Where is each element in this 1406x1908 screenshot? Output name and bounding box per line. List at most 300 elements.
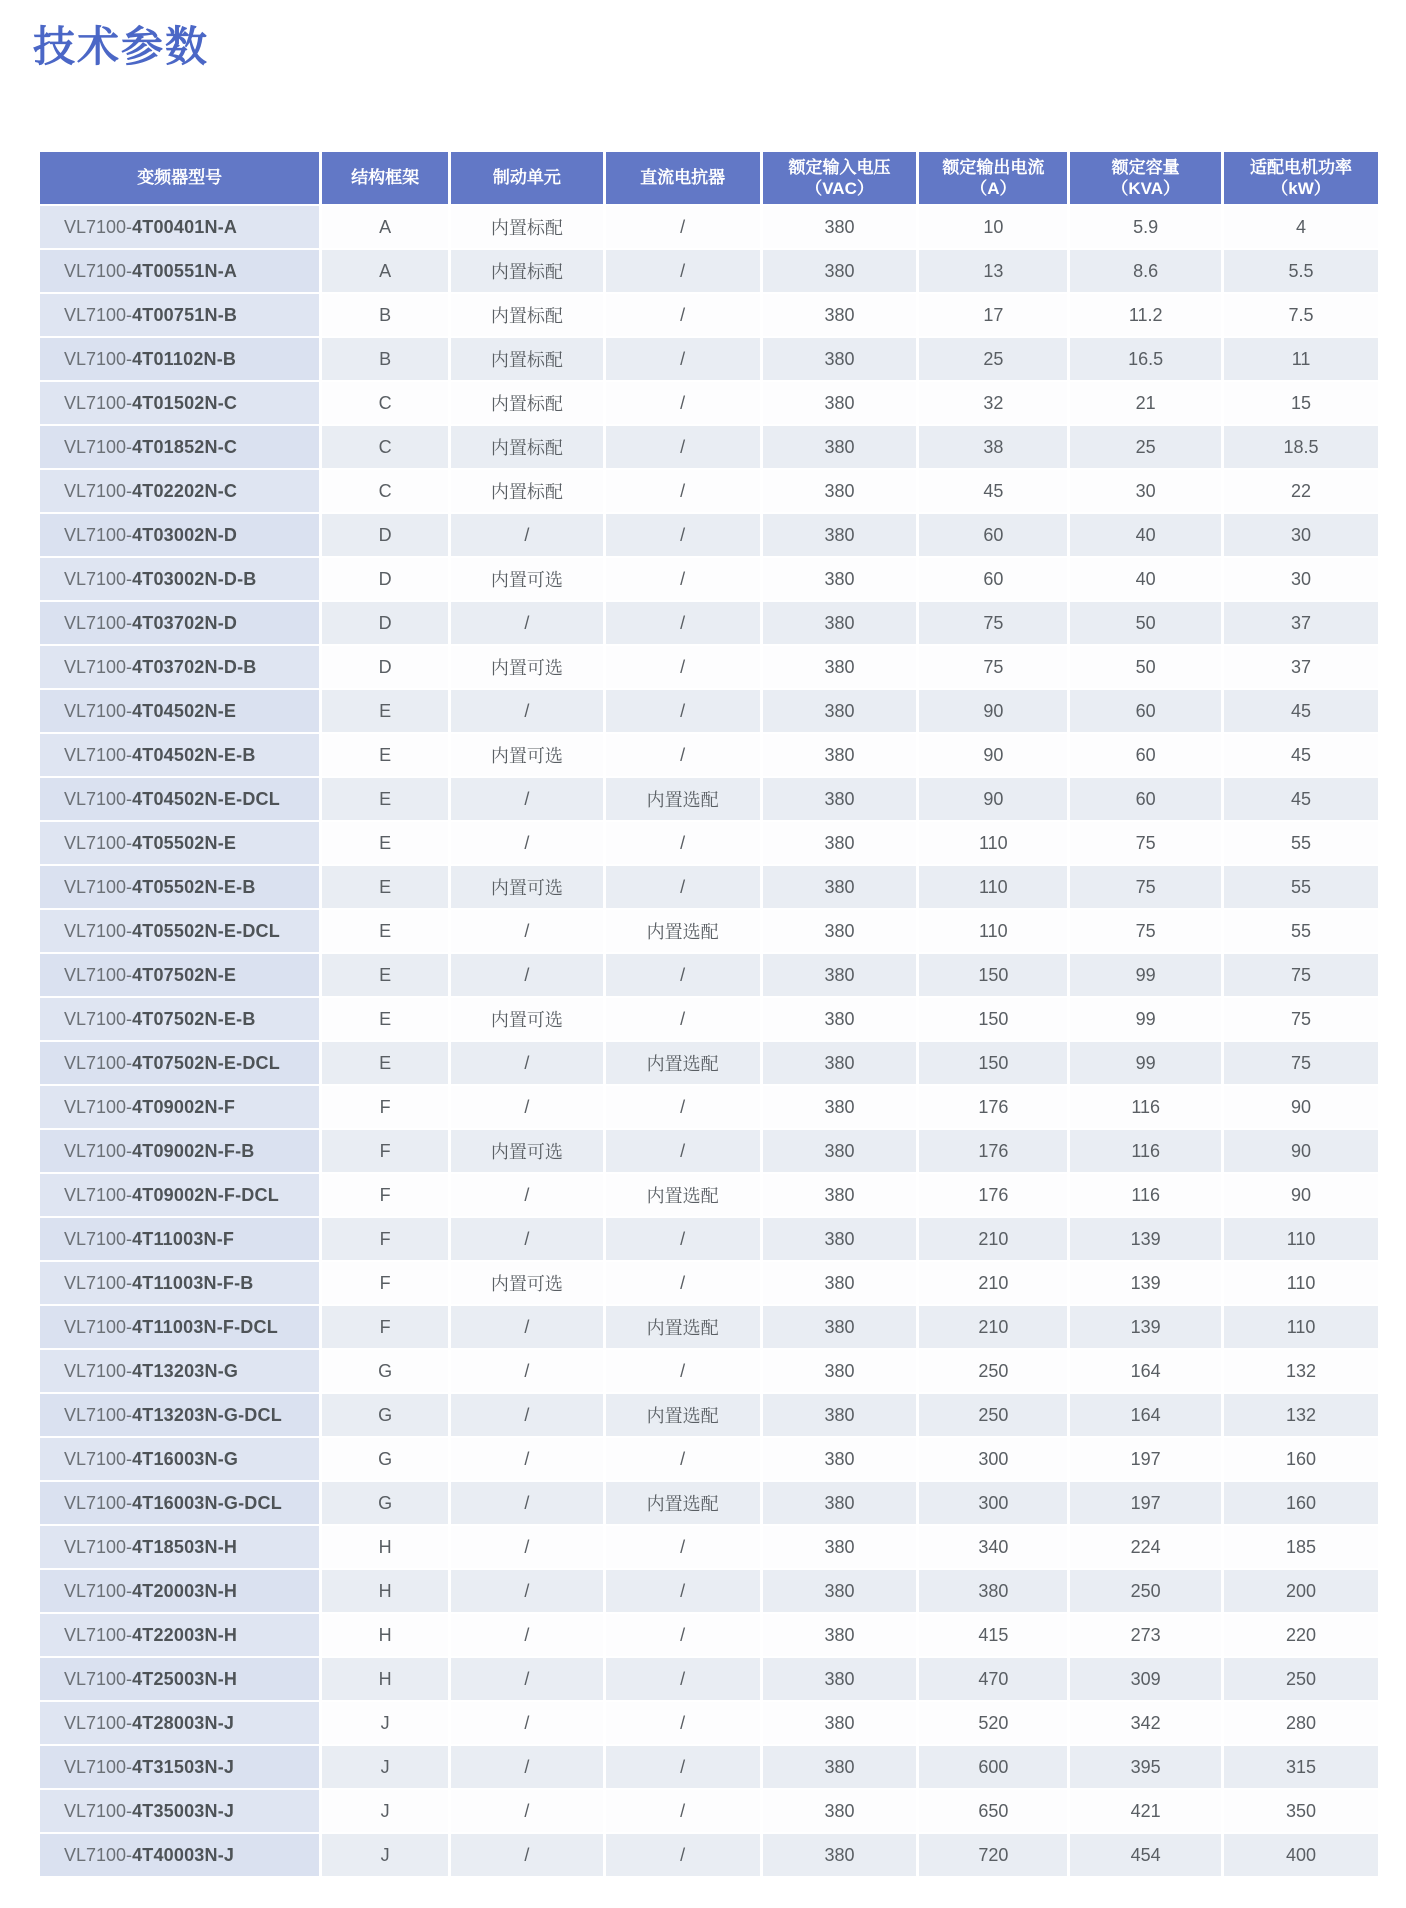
brake-cell: 内置标配 bbox=[451, 206, 603, 248]
model-prefix: VL7100- bbox=[64, 876, 133, 897]
model-prefix: VL7100- bbox=[64, 1844, 133, 1865]
capacity-cell: 50 bbox=[1070, 602, 1221, 644]
capacity-cell: 99 bbox=[1070, 1042, 1221, 1084]
table-row bbox=[40, 1130, 1378, 1172]
model-suffix: 4T11003N-F-B bbox=[132, 1272, 254, 1293]
current-cell: 75 bbox=[919, 646, 1067, 688]
voltage-cell: 380 bbox=[763, 778, 917, 820]
table-row bbox=[40, 822, 1378, 864]
current-cell: 300 bbox=[919, 1482, 1067, 1524]
brake-cell: / bbox=[451, 822, 603, 864]
table-row bbox=[40, 514, 1378, 556]
power-cell: 250 bbox=[1224, 1658, 1378, 1700]
model-prefix: VL7100- bbox=[64, 1580, 133, 1601]
model-cell bbox=[40, 338, 319, 380]
power-cell: 15 bbox=[1224, 382, 1378, 424]
voltage-cell: 380 bbox=[763, 294, 917, 336]
reactor-cell: / bbox=[606, 954, 760, 996]
frame-cell: F bbox=[322, 1218, 448, 1260]
frame-cell: G bbox=[322, 1350, 448, 1392]
voltage-cell: 380 bbox=[763, 1130, 917, 1172]
reactor-cell: / bbox=[606, 470, 760, 512]
current-cell: 415 bbox=[919, 1614, 1067, 1656]
voltage-cell: 380 bbox=[763, 822, 917, 864]
column-header-reactor bbox=[606, 152, 760, 204]
model-prefix: VL7100- bbox=[64, 304, 133, 325]
table-row bbox=[40, 1306, 1378, 1348]
current-cell: 75 bbox=[919, 602, 1067, 644]
column-header-brake bbox=[451, 152, 603, 204]
model-cell bbox=[40, 294, 319, 336]
model-prefix: VL7100- bbox=[64, 1492, 133, 1513]
brake-cell: 内置标配 bbox=[451, 470, 603, 512]
power-cell: 132 bbox=[1224, 1350, 1378, 1392]
model-cell bbox=[40, 1482, 319, 1524]
reactor-cell: 内置选配 bbox=[606, 778, 760, 820]
column-header-model bbox=[40, 152, 319, 204]
frame-cell: F bbox=[322, 1174, 448, 1216]
model-prefix: VL7100- bbox=[64, 832, 133, 853]
column-header-label: 适配电机功率 bbox=[1250, 157, 1353, 177]
current-cell: 90 bbox=[919, 778, 1067, 820]
column-header-unit: （VAC） bbox=[805, 179, 874, 198]
model-cell bbox=[40, 1306, 319, 1348]
column-header-label: 直流电抗器 bbox=[640, 168, 726, 188]
current-cell: 110 bbox=[919, 910, 1067, 952]
brake-cell: / bbox=[451, 1834, 603, 1876]
brake-cell: / bbox=[451, 602, 603, 644]
voltage-cell: 380 bbox=[763, 426, 917, 468]
model-suffix: 4T16003N-G bbox=[132, 1448, 239, 1469]
model-cell bbox=[40, 734, 319, 776]
power-cell: 30 bbox=[1224, 558, 1378, 600]
brake-cell: / bbox=[451, 778, 603, 820]
model-prefix: VL7100- bbox=[64, 260, 133, 281]
voltage-cell: 380 bbox=[763, 1306, 917, 1348]
current-cell: 520 bbox=[919, 1702, 1067, 1744]
capacity-cell: 273 bbox=[1070, 1614, 1221, 1656]
power-cell: 90 bbox=[1224, 1130, 1378, 1172]
reactor-cell: / bbox=[606, 1702, 760, 1744]
model-prefix: VL7100- bbox=[64, 1756, 133, 1777]
frame-cell: J bbox=[322, 1834, 448, 1876]
model-suffix: 4T04502N-E-B bbox=[132, 744, 256, 765]
model-suffix: 4T31503N-J bbox=[132, 1756, 235, 1777]
model-suffix: 4T35003N-J bbox=[132, 1800, 235, 1821]
power-cell: 220 bbox=[1224, 1614, 1378, 1656]
capacity-cell: 25 bbox=[1070, 426, 1221, 468]
frame-cell: B bbox=[322, 294, 448, 336]
reactor-cell: / bbox=[606, 514, 760, 556]
column-header-label: 额定输出电流 bbox=[942, 157, 1045, 177]
model-suffix: 4T05502N-E bbox=[132, 832, 237, 853]
brake-cell: / bbox=[451, 1306, 603, 1348]
current-cell: 110 bbox=[919, 822, 1067, 864]
reactor-cell: / bbox=[606, 1834, 760, 1876]
model-suffix: 4T00401N-A bbox=[132, 216, 238, 237]
reactor-cell: / bbox=[606, 1790, 760, 1832]
current-cell: 90 bbox=[919, 734, 1067, 776]
model-suffix: 4T18503N-H bbox=[132, 1536, 238, 1557]
brake-cell: 内置标配 bbox=[451, 382, 603, 424]
model-suffix: 4T02202N-C bbox=[132, 480, 238, 501]
reactor-cell: / bbox=[606, 338, 760, 380]
frame-cell: H bbox=[322, 1570, 448, 1612]
power-cell: 5.5 bbox=[1224, 250, 1378, 292]
voltage-cell: 380 bbox=[763, 954, 917, 996]
model-cell bbox=[40, 1394, 319, 1436]
model-prefix: VL7100- bbox=[64, 524, 133, 545]
frame-cell: E bbox=[322, 690, 448, 732]
model-cell bbox=[40, 1042, 319, 1084]
frame-cell: F bbox=[322, 1086, 448, 1128]
current-cell: 38 bbox=[919, 426, 1067, 468]
model-suffix: 4T09002N-F-B bbox=[132, 1140, 255, 1161]
table-row bbox=[40, 998, 1378, 1040]
capacity-cell: 116 bbox=[1070, 1174, 1221, 1216]
current-cell: 380 bbox=[919, 1570, 1067, 1612]
frame-cell: G bbox=[322, 1394, 448, 1436]
reactor-cell: / bbox=[606, 866, 760, 908]
reactor-cell: 内置选配 bbox=[606, 1042, 760, 1084]
table-row bbox=[40, 734, 1378, 776]
model-prefix: VL7100- bbox=[64, 1316, 133, 1337]
model-cell bbox=[40, 1614, 319, 1656]
capacity-cell: 75 bbox=[1070, 910, 1221, 952]
model-suffix: 4T04502N-E bbox=[132, 700, 237, 721]
model-prefix: VL7100- bbox=[64, 964, 133, 985]
brake-cell: / bbox=[451, 514, 603, 556]
power-cell: 45 bbox=[1224, 734, 1378, 776]
capacity-cell: 395 bbox=[1070, 1746, 1221, 1788]
reactor-cell: / bbox=[606, 822, 760, 864]
table-row bbox=[40, 1482, 1378, 1524]
model-suffix: 4T20003N-H bbox=[132, 1580, 238, 1601]
column-header-label: 额定输入电压 bbox=[788, 157, 891, 177]
model-cell bbox=[40, 206, 319, 248]
model-prefix: VL7100- bbox=[64, 656, 133, 677]
spec-table-body bbox=[40, 206, 1378, 1876]
model-prefix: VL7100- bbox=[64, 1360, 133, 1381]
model-cell bbox=[40, 250, 319, 292]
reactor-cell: / bbox=[606, 1526, 760, 1568]
model-prefix: VL7100- bbox=[64, 1712, 133, 1733]
model-cell bbox=[40, 514, 319, 556]
model-suffix: 4T05502N-E-B bbox=[132, 876, 256, 897]
model-prefix: VL7100- bbox=[64, 1404, 133, 1425]
column-header-label: 制动单元 bbox=[492, 168, 561, 188]
brake-cell: 内置可选 bbox=[451, 646, 603, 688]
table-row bbox=[40, 1218, 1378, 1260]
table-row bbox=[40, 382, 1378, 424]
capacity-cell: 75 bbox=[1070, 822, 1221, 864]
brake-cell: / bbox=[451, 1702, 603, 1744]
table-row bbox=[40, 1262, 1378, 1304]
frame-cell: E bbox=[322, 1042, 448, 1084]
model-suffix: 4T00751N-B bbox=[132, 304, 238, 325]
model-cell bbox=[40, 822, 319, 864]
power-cell: 18.5 bbox=[1224, 426, 1378, 468]
model-cell bbox=[40, 910, 319, 952]
current-cell: 250 bbox=[919, 1394, 1067, 1436]
capacity-cell: 21 bbox=[1070, 382, 1221, 424]
power-cell: 45 bbox=[1224, 778, 1378, 820]
model-suffix: 4T11003N-F bbox=[132, 1228, 235, 1249]
voltage-cell: 380 bbox=[763, 998, 917, 1040]
power-cell: 7.5 bbox=[1224, 294, 1378, 336]
table-row bbox=[40, 1174, 1378, 1216]
capacity-cell: 11.2 bbox=[1070, 294, 1221, 336]
current-cell: 25 bbox=[919, 338, 1067, 380]
voltage-cell: 380 bbox=[763, 1174, 917, 1216]
model-cell bbox=[40, 1218, 319, 1260]
current-cell: 150 bbox=[919, 954, 1067, 996]
capacity-cell: 139 bbox=[1070, 1262, 1221, 1304]
power-cell: 350 bbox=[1224, 1790, 1378, 1832]
current-cell: 150 bbox=[919, 1042, 1067, 1084]
brake-cell: / bbox=[451, 690, 603, 732]
column-header-power bbox=[1224, 152, 1378, 204]
model-prefix: VL7100- bbox=[64, 1272, 133, 1293]
voltage-cell: 380 bbox=[763, 1834, 917, 1876]
model-suffix: 4T28003N-J bbox=[132, 1712, 235, 1733]
power-cell: 37 bbox=[1224, 602, 1378, 644]
column-header-label: 变频器型号 bbox=[137, 168, 223, 188]
model-suffix: 4T07502N-E-B bbox=[132, 1008, 256, 1029]
table-row bbox=[40, 866, 1378, 908]
frame-cell: E bbox=[322, 822, 448, 864]
table-row bbox=[40, 1834, 1378, 1876]
voltage-cell: 380 bbox=[763, 1218, 917, 1260]
brake-cell: / bbox=[451, 1526, 603, 1568]
table-row bbox=[40, 1350, 1378, 1392]
current-cell: 10 bbox=[919, 206, 1067, 248]
model-suffix: 4T09002N-F-DCL bbox=[132, 1184, 279, 1205]
voltage-cell: 380 bbox=[763, 1394, 917, 1436]
model-cell bbox=[40, 382, 319, 424]
model-suffix: 4T04502N-E-DCL bbox=[132, 788, 280, 809]
brake-cell: / bbox=[451, 1790, 603, 1832]
voltage-cell: 380 bbox=[763, 1482, 917, 1524]
voltage-cell: 380 bbox=[763, 382, 917, 424]
capacity-cell: 60 bbox=[1070, 690, 1221, 732]
reactor-cell: / bbox=[606, 998, 760, 1040]
table-row bbox=[40, 602, 1378, 644]
voltage-cell: 380 bbox=[763, 690, 917, 732]
brake-cell: / bbox=[451, 1042, 603, 1084]
reactor-cell: / bbox=[606, 382, 760, 424]
column-header-unit: （KVA） bbox=[1111, 179, 1180, 198]
capacity-cell: 197 bbox=[1070, 1482, 1221, 1524]
reactor-cell: / bbox=[606, 206, 760, 248]
model-cell bbox=[40, 426, 319, 468]
brake-cell: 内置可选 bbox=[451, 734, 603, 776]
frame-cell: H bbox=[322, 1658, 448, 1700]
current-cell: 60 bbox=[919, 514, 1067, 556]
table-row bbox=[40, 470, 1378, 512]
table-row bbox=[40, 206, 1378, 248]
capacity-cell: 8.6 bbox=[1070, 250, 1221, 292]
current-cell: 45 bbox=[919, 470, 1067, 512]
reactor-cell: / bbox=[606, 1746, 760, 1788]
current-cell: 340 bbox=[919, 1526, 1067, 1568]
frame-cell: G bbox=[322, 1438, 448, 1480]
voltage-cell: 380 bbox=[763, 646, 917, 688]
power-cell: 160 bbox=[1224, 1438, 1378, 1480]
column-header-voltage bbox=[763, 152, 917, 204]
table-row bbox=[40, 558, 1378, 600]
column-header-capacity bbox=[1070, 152, 1221, 204]
frame-cell: F bbox=[322, 1130, 448, 1172]
brake-cell: 内置标配 bbox=[451, 338, 603, 380]
table-row bbox=[40, 1702, 1378, 1744]
voltage-cell: 380 bbox=[763, 338, 917, 380]
power-cell: 200 bbox=[1224, 1570, 1378, 1612]
voltage-cell: 380 bbox=[763, 1570, 917, 1612]
capacity-cell: 454 bbox=[1070, 1834, 1221, 1876]
model-suffix: 4T00551N-A bbox=[132, 260, 238, 281]
model-suffix: 4T03002N-D bbox=[132, 524, 238, 545]
capacity-cell: 250 bbox=[1070, 1570, 1221, 1612]
current-cell: 650 bbox=[919, 1790, 1067, 1832]
brake-cell: 内置可选 bbox=[451, 558, 603, 600]
voltage-cell: 380 bbox=[763, 910, 917, 952]
table-row bbox=[40, 1570, 1378, 1612]
power-cell: 90 bbox=[1224, 1086, 1378, 1128]
brake-cell: / bbox=[451, 1570, 603, 1612]
power-cell: 110 bbox=[1224, 1262, 1378, 1304]
table-row bbox=[40, 1042, 1378, 1084]
current-cell: 32 bbox=[919, 382, 1067, 424]
table-row bbox=[40, 294, 1378, 336]
model-prefix: VL7100- bbox=[64, 788, 133, 809]
frame-cell: J bbox=[322, 1746, 448, 1788]
reactor-cell: / bbox=[606, 1130, 760, 1172]
model-suffix: 4T22003N-H bbox=[132, 1624, 238, 1645]
model-prefix: VL7100- bbox=[64, 1052, 133, 1073]
capacity-cell: 16.5 bbox=[1070, 338, 1221, 380]
model-cell bbox=[40, 1174, 319, 1216]
brake-cell: 内置可选 bbox=[451, 1262, 603, 1304]
voltage-cell: 380 bbox=[763, 206, 917, 248]
frame-cell: C bbox=[322, 426, 448, 468]
model-cell bbox=[40, 690, 319, 732]
reactor-cell: / bbox=[606, 558, 760, 600]
model-cell bbox=[40, 1834, 319, 1876]
model-cell bbox=[40, 1658, 319, 1700]
frame-cell: J bbox=[322, 1702, 448, 1744]
power-cell: 132 bbox=[1224, 1394, 1378, 1436]
capacity-cell: 342 bbox=[1070, 1702, 1221, 1744]
frame-cell: E bbox=[322, 998, 448, 1040]
model-cell bbox=[40, 1086, 319, 1128]
model-cell bbox=[40, 1350, 319, 1392]
model-prefix: VL7100- bbox=[64, 700, 133, 721]
table-row bbox=[40, 1086, 1378, 1128]
current-cell: 176 bbox=[919, 1130, 1067, 1172]
current-cell: 250 bbox=[919, 1350, 1067, 1392]
power-cell: 400 bbox=[1224, 1834, 1378, 1876]
reactor-cell: / bbox=[606, 646, 760, 688]
table-row bbox=[40, 1394, 1378, 1436]
model-suffix: 4T16003N-G-DCL bbox=[132, 1492, 282, 1513]
capacity-cell: 99 bbox=[1070, 954, 1221, 996]
model-prefix: VL7100- bbox=[64, 744, 133, 765]
reactor-cell: / bbox=[606, 294, 760, 336]
voltage-cell: 380 bbox=[763, 558, 917, 600]
reactor-cell: / bbox=[606, 1614, 760, 1656]
reactor-cell: / bbox=[606, 1218, 760, 1260]
model-prefix: VL7100- bbox=[64, 1448, 133, 1469]
capacity-cell: 139 bbox=[1070, 1306, 1221, 1348]
current-cell: 60 bbox=[919, 558, 1067, 600]
voltage-cell: 380 bbox=[763, 1526, 917, 1568]
capacity-cell: 421 bbox=[1070, 1790, 1221, 1832]
voltage-cell: 380 bbox=[763, 1350, 917, 1392]
table-row bbox=[40, 1526, 1378, 1568]
reactor-cell: / bbox=[606, 734, 760, 776]
frame-cell: F bbox=[322, 1306, 448, 1348]
table-row bbox=[40, 338, 1378, 380]
brake-cell: 内置标配 bbox=[451, 426, 603, 468]
power-cell: 45 bbox=[1224, 690, 1378, 732]
frame-cell: H bbox=[322, 1526, 448, 1568]
power-cell: 90 bbox=[1224, 1174, 1378, 1216]
frame-cell: J bbox=[322, 1790, 448, 1832]
model-suffix: 4T01852N-C bbox=[132, 436, 238, 457]
model-suffix: 4T40003N-J bbox=[132, 1844, 235, 1865]
reactor-cell: / bbox=[606, 1350, 760, 1392]
brake-cell: / bbox=[451, 954, 603, 996]
voltage-cell: 380 bbox=[763, 514, 917, 556]
capacity-cell: 139 bbox=[1070, 1218, 1221, 1260]
model-prefix: VL7100- bbox=[64, 392, 133, 413]
current-cell: 176 bbox=[919, 1086, 1067, 1128]
table-row bbox=[40, 1658, 1378, 1700]
current-cell: 150 bbox=[919, 998, 1067, 1040]
reactor-cell: 内置选配 bbox=[606, 1482, 760, 1524]
model-prefix: VL7100- bbox=[64, 1800, 133, 1821]
reactor-cell: 内置选配 bbox=[606, 1174, 760, 1216]
voltage-cell: 380 bbox=[763, 1086, 917, 1128]
column-header-frame bbox=[322, 152, 448, 204]
model-suffix: 4T13203N-G-DCL bbox=[132, 1404, 282, 1425]
reactor-cell: / bbox=[606, 1570, 760, 1612]
power-cell: 4 bbox=[1224, 206, 1378, 248]
capacity-cell: 5.9 bbox=[1070, 206, 1221, 248]
power-cell: 315 bbox=[1224, 1746, 1378, 1788]
column-header-label: 额定容量 bbox=[1111, 157, 1180, 177]
spec-table bbox=[37, 150, 1381, 1878]
power-cell: 110 bbox=[1224, 1218, 1378, 1260]
voltage-cell: 380 bbox=[763, 1790, 917, 1832]
model-suffix: 4T09002N-F bbox=[132, 1096, 236, 1117]
reactor-cell: 内置选配 bbox=[606, 1394, 760, 1436]
power-cell: 30 bbox=[1224, 514, 1378, 556]
power-cell: 55 bbox=[1224, 910, 1378, 952]
model-cell bbox=[40, 470, 319, 512]
column-header-label: 结构框架 bbox=[351, 168, 420, 188]
voltage-cell: 380 bbox=[763, 250, 917, 292]
brake-cell: / bbox=[451, 1614, 603, 1656]
power-cell: 55 bbox=[1224, 822, 1378, 864]
reactor-cell: / bbox=[606, 1438, 760, 1480]
reactor-cell: 内置选配 bbox=[606, 910, 760, 952]
model-prefix: VL7100- bbox=[64, 568, 133, 589]
current-cell: 176 bbox=[919, 1174, 1067, 1216]
table-row bbox=[40, 646, 1378, 688]
power-cell: 22 bbox=[1224, 470, 1378, 512]
